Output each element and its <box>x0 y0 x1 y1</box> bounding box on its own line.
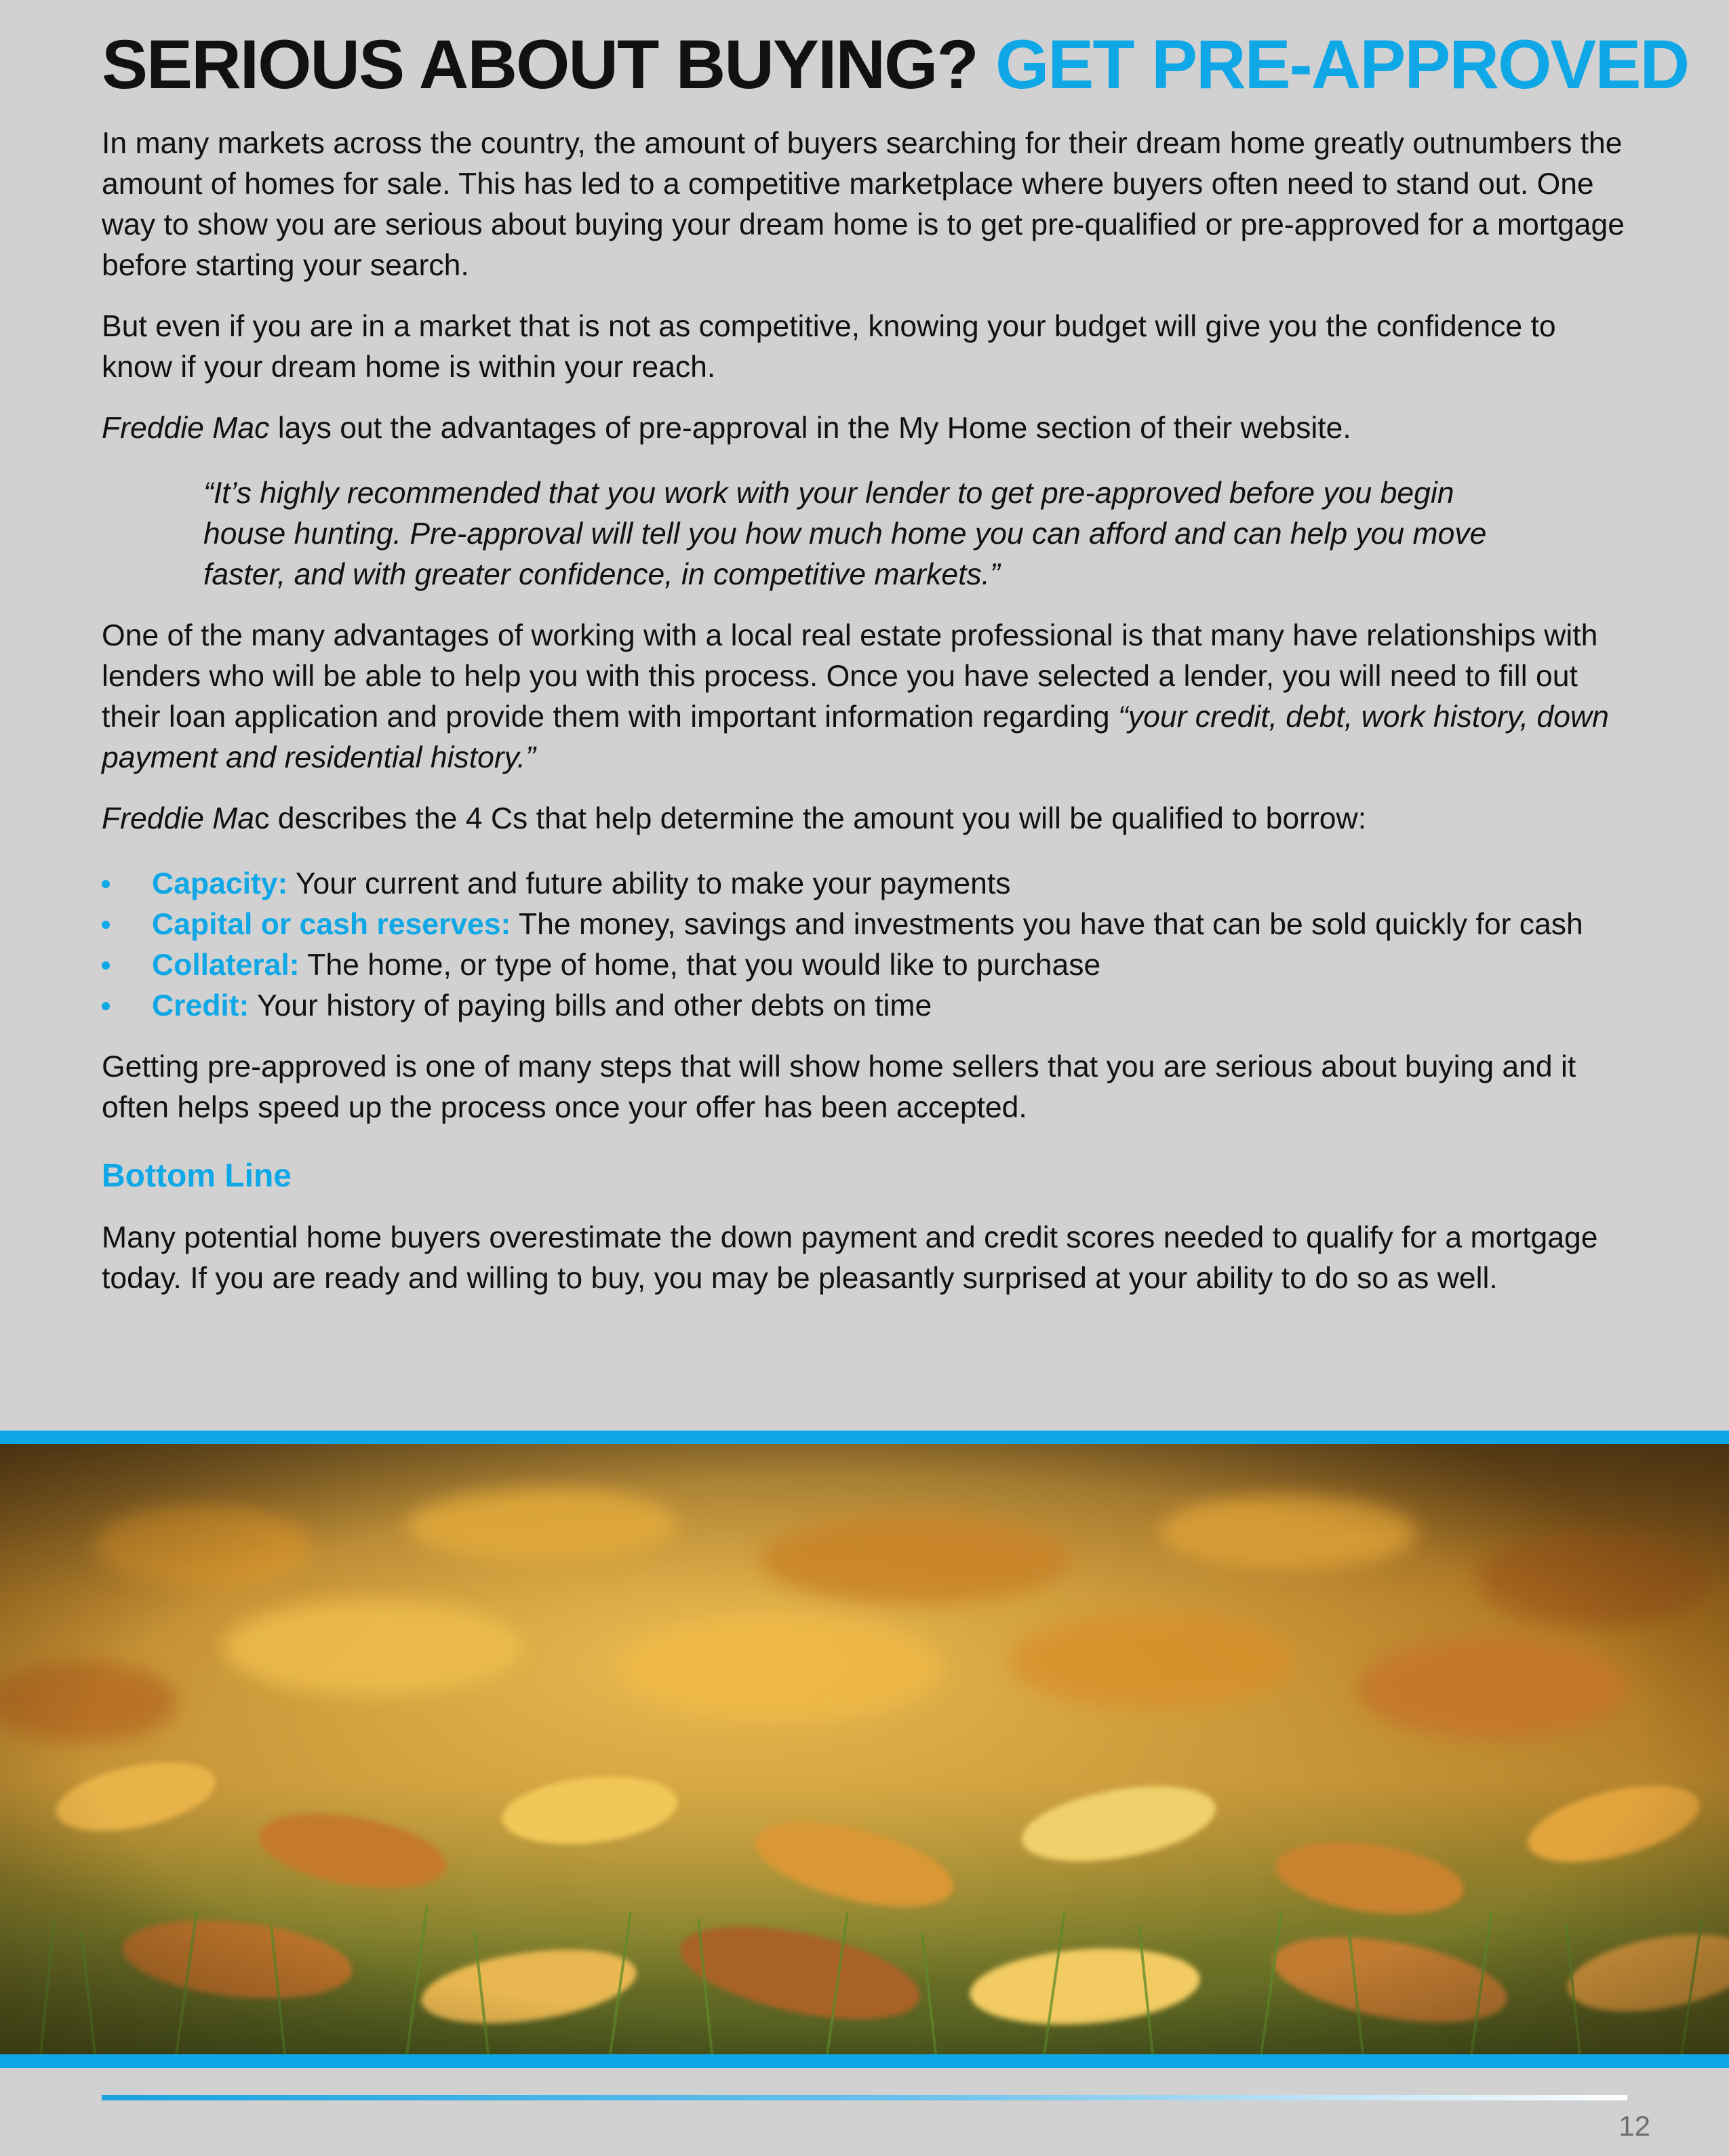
paragraph-lenders <box>102 616 1634 778</box>
list-item-term: Collateral: <box>152 949 300 982</box>
four-cs-list <box>102 864 1634 1026</box>
list-item-text: Your current and future ability to make your payments <box>287 867 1011 900</box>
paragraph-lenders-quote: “your credit, debt, work history, down payment and residential history.” <box>102 700 1609 774</box>
bottom-line-heading: Bottom Line <box>102 1158 292 1194</box>
paragraph-lenders-main: One of the many advantages of working with a local real estate professional is that many have relationships with lenders who will be able to help you with this process. Once you have selected a lender, you will need to fill out their loan application and provide them with important information regarding <box>102 619 1598 734</box>
paragraph-freddie-rest: lays out the advantages of pre-approval in the My Home section of their website. <box>269 412 1351 445</box>
block-quote: “It’s highly recommended that you work with your lender to get pre-approved before you begin house hunting. Pre-approval will tell you how much home you can afford and can help you move faster, and with greater confidence, in competitive markets.” <box>203 477 1487 591</box>
list-item-text: Your history of paying bills and other debts on time <box>249 989 932 1022</box>
paragraph-budget: But even if you are in a market that is not as competitive, knowing your budget will give you the confidence to know if your dream home is within your reach. <box>102 310 1556 384</box>
paragraph-getting-approved: Getting pre-approved is one of many steps that will show home sellers that you are serious about buying and it often helps speed up the process once your offer has been accepted. <box>102 1050 1576 1124</box>
bullet-icon <box>102 1002 110 1010</box>
page-title <box>102 20 1689 108</box>
list-item <box>102 904 1634 945</box>
paragraph-four-cs-rest: c describes the 4 Cs that help determine the amount you will be qualified to borrow: <box>254 802 1367 835</box>
autumn-leaves-image <box>0 1444 1729 2054</box>
list-item-term: Capacity: <box>152 867 288 900</box>
paragraph-freddie-intro <box>102 408 1634 449</box>
list-item <box>102 945 1634 986</box>
page-number: 12 <box>1618 2110 1650 2142</box>
article <box>102 20 1689 1299</box>
paragraph-intro: In many markets across the country, the amount of buyers searching for their dream home greatly outnumbers the amount of homes for sale. This has led to a competitive marketplace where buyers often need to stand out. One way to show you are serious about buying your dream home is to get pre-qualified or pre-approved for a mortgage before starting your search. <box>102 127 1625 282</box>
bullet-icon <box>102 880 110 888</box>
footer-divider <box>102 2095 1627 2100</box>
list-item-term: Capital or cash reserves: <box>152 908 511 941</box>
paragraph-four-cs-intro <box>102 799 1634 839</box>
list-item <box>102 864 1634 904</box>
list-item-text: The money, savings and investments you have that can be sold quickly for cash <box>511 908 1583 941</box>
title-accent: GET PRE-APPROVED <box>995 26 1689 103</box>
autumn-leaves-photo <box>0 1431 1729 2068</box>
list-item-term: Credit: <box>152 989 250 1022</box>
title-dark: SERIOUS ABOUT BUYING? <box>102 26 978 103</box>
list-item <box>102 986 1634 1026</box>
bullet-icon <box>102 961 110 970</box>
list-item-text: The home, or type of home, that you would like to purchase <box>299 949 1101 982</box>
source-name: Freddie Mac <box>102 412 270 445</box>
bullet-icon <box>102 921 110 929</box>
paragraph-bottom-line: Many potential home buyers overestimate the down payment and credit scores needed to qualify for a mortgage today. If you are ready and willing to buy, you may be pleasantly surprised at your ability to do so as well. <box>102 1221 1598 1295</box>
source-name-2: Freddie Ma <box>102 802 255 835</box>
